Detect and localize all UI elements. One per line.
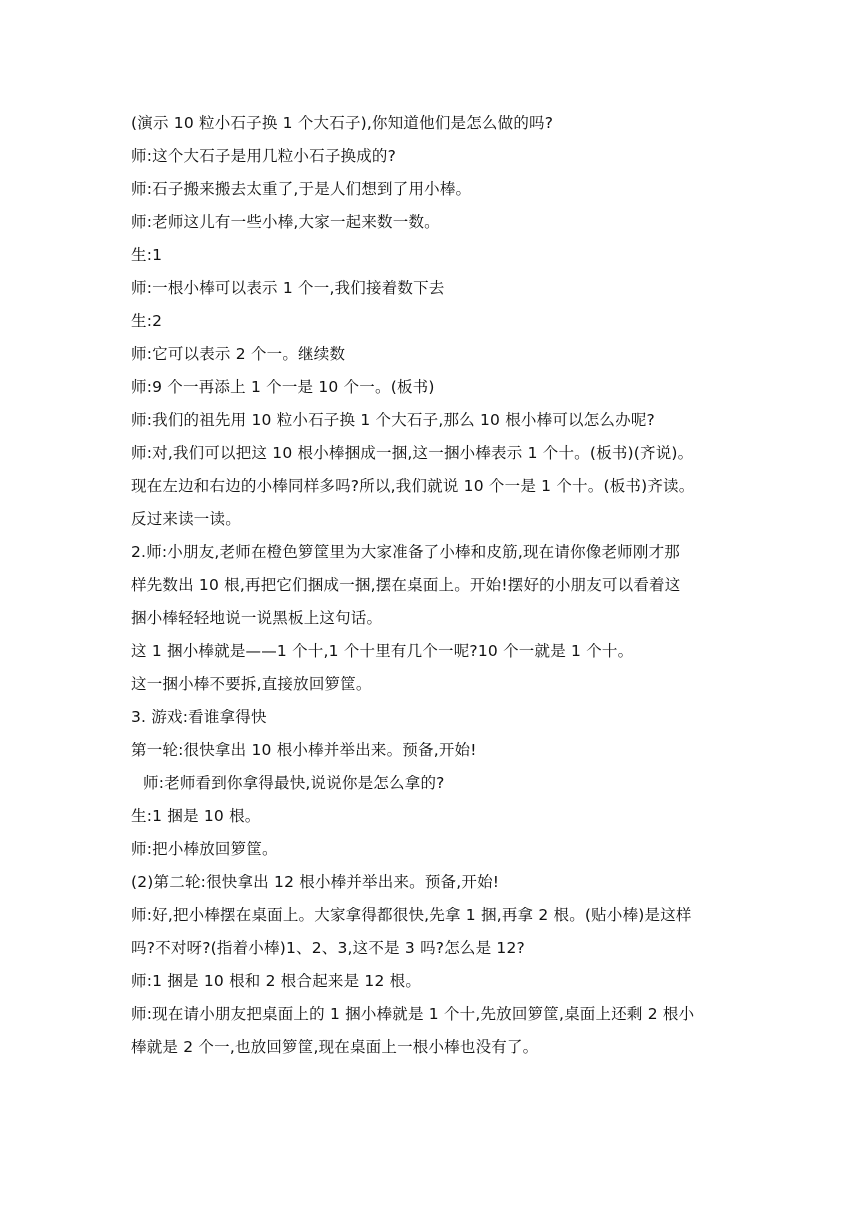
text-line: 生:1 捆是 10 根。	[131, 807, 261, 825]
text-line: 2.师:小朋友,老师在橙色箩筐里为大家准备了小棒和皮筋,现在请你像老师刚才那	[131, 543, 680, 561]
text-line: 棒就是 2 个一,也放回箩筐,现在桌面上一根小棒也没有了。	[131, 1038, 539, 1056]
text-line: (演示 10 粒小石子换 1 个大石子),你知道他们是怎么做的吗?	[131, 114, 554, 132]
text-line: 师:这个大石子是用几粒小石子换成的?	[131, 147, 397, 165]
text-line: (2)第二轮:很快拿出 12 根小棒并举出来。预备,开始!	[131, 873, 500, 891]
text-line: 现在左边和右边的小棒同样多吗?所以,我们就说 10 个一是 1 个十。(板书)齐读。	[131, 477, 695, 495]
text-line: 生:2	[131, 312, 163, 330]
text-line: 吗?不对呀?(指着小棒)1、2、3,这不是 3 吗?怎么是 12?	[131, 939, 525, 957]
text-line: 师:老师看到你拿得最快,说说你是怎么拿的?	[143, 774, 445, 792]
text-line: 师:对,我们可以把这 10 根小棒捆成一捆,这一捆小棒表示 1 个十。(板书)(齐说)。	[131, 444, 694, 462]
text-line: 捆小棒轻轻地说一说黑板上这句话。	[131, 609, 383, 627]
text-line: 这 1 捆小棒就是——1 个十,1 个十里有几个一呢?10 个一就是 1 个十。	[131, 642, 634, 660]
text-line: 这一捆小棒不要拆,直接放回箩筐。	[131, 675, 372, 693]
text-line: 生:1	[131, 246, 163, 264]
text-line: 师:它可以表示 2 个一。继续数	[131, 345, 346, 363]
text-line: 师:一根小棒可以表示 1 个一,我们接着数下去	[131, 279, 445, 297]
text-line: 师:我们的祖先用 10 粒小石子换 1 个大石子,那么 10 根小棒可以怎么办呢?	[131, 411, 655, 429]
text-line: 师:1 捆是 10 根和 2 根合起来是 12 根。	[131, 972, 422, 990]
text-line: 师:把小棒放回箩筐。	[131, 840, 278, 858]
section-heading: 3. 游戏:看谁拿得快	[131, 708, 267, 726]
text-line: 反过来读一读。	[131, 510, 241, 528]
text-line: 师:好,把小棒摆在桌面上。大家拿得都很快,先拿 1 捆,再拿 2 根。(贴小棒)是这样	[131, 906, 692, 924]
text-line: 样先数出 10 根,再把它们捆成一捆,摆在桌面上。开始!摆好的小朋友可以看着这	[131, 576, 681, 594]
text-line: 师:石子搬来搬去太重了,于是人们想到了用小棒。	[131, 180, 472, 198]
text-line: 第一轮:很快拿出 10 根小棒并举出来。预备,开始!	[131, 741, 477, 759]
document-body	[131, 107, 733, 1064]
text-line: 师:9 个一再添上 1 个一是 10 个一。(板书)	[131, 378, 435, 396]
text-line: 师:现在请小朋友把桌面上的 1 捆小棒就是 1 个十,先放回箩筐,桌面上还剩 2 根小	[131, 1005, 695, 1023]
text-line: 师:老师这儿有一些小棒,大家一起来数一数。	[131, 213, 440, 231]
